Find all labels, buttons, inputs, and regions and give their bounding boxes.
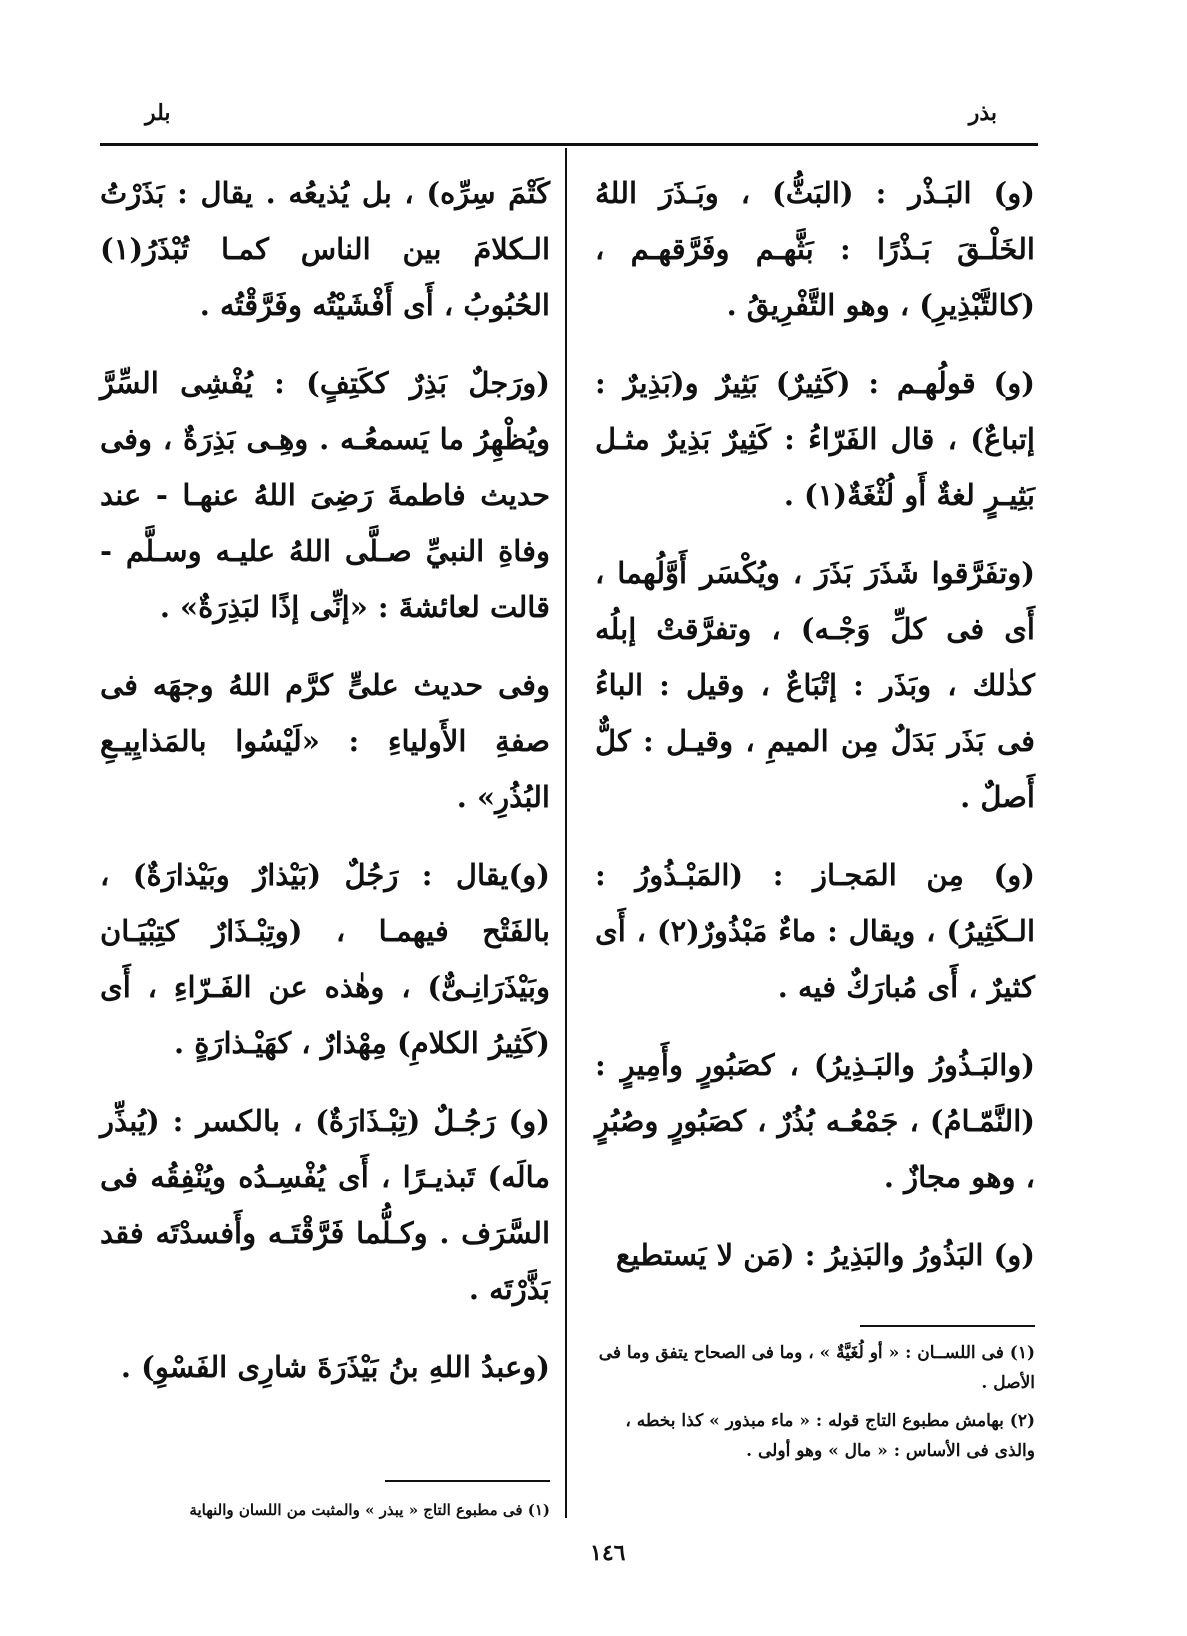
entry-paragraph: كَتْمَ سِرِّه) ، بل يُذيعُه . يقال : بَذَرْتُ الـكلامَ بين الناس كمـا تُبْذَرُ(١) الحُبُوبُ ، أَى أَفْشَيْتُه وفَرَّقْتُه . bbox=[100, 176, 550, 322]
entry-paragraph: (و) البَـذْر : (البَثُّ) ، وبَـذَرَ اللهُ الخَلْـقَ بَـذْرًا : بَثَّهـم وفَرَّقهـم ، (كالتَّبْذِيرِ) ، وهو التَّفْرِيقُ . bbox=[595, 176, 1035, 322]
footnote: (١) فى اللســان : « أو لُغَيَّةٌ » ، وما فى الصحاح يتفق وما فى الأصل . bbox=[598, 1343, 1035, 1393]
entry-paragraph: (وتفَرَّقوا شَذَرَ بَذَرَ ، ويُكْسَر أَوَّلُهما ، أَى فى كلِّ وَجْـه) ، وتفرَّقتْ إبلُه كذٰلك ، وبَذَر : إتْبَاعٌ ، وقيل : الباءُ فى بَذَر بَدَلٌ مِن الميمِ ، وقيـل : كلٌّ أَصلٌ . bbox=[595, 556, 1035, 814]
entry-paragraph: (و) رَجُـلٌ (تِبْـذَارَةٌ) ، بالكسر : (يُبذِّر مالَه) تَبذيـرًا ، أَى يُفْسِـدُه ويُنْفِقُه فى السَّرَف . وكـلُّما فَرَّقْتَـه وأَفسدْتَه فقد بَذَّرْتَه . bbox=[100, 1104, 550, 1306]
footnote: (٢) بهامش مطبوع التاج قوله : « ماء مبذور » كذا بخطه ، والذى فى الأساس : « مال » وهو أولى . bbox=[625, 1411, 1035, 1461]
entry-paragraph: (والبَـذُورُ والبَـذِيرُ) ، كصَبُورٍ وأَمِيرٍ : (النَّمّـامُ) ، جَمْعُـه بُذُرٌ ، كصَبُورٍ وصُبُرٍ ، وهو مجازٌ . bbox=[595, 1048, 1035, 1194]
entry-paragraph: وفى حديث علىٍّ كرَّم اللهُ وجهَه فى صفةِ الأَولياءِ : «لَيْسُوا بالمَذايِيـعِ البُذُرِ» . bbox=[100, 668, 550, 814]
footnote-rule-left bbox=[385, 1480, 550, 1482]
entry-paragraph: (و) البَذُورُ والبَذِيرُ : (مَن لا يَستطيع bbox=[615, 1238, 1035, 1272]
running-header-left: بلر bbox=[145, 100, 171, 126]
entry-paragraph: (ورَجلٌ بَذِرٌ ككَتِفٍ) : يُفْشِى السِّرَّ ويُظْهِرُ ما يَسمعُـه . وهِـى بَذِرَةٌ ، وفى حديث فاطمةَ رَضِىَ اللهُ عنهـا - عند وفاةِ النبيِّ صـلَّى اللهُ عليـه وسـلَّم - قالت لعائشةَ : «إنِّى إذًا لبَذِرَةٌ» . bbox=[100, 366, 550, 624]
footnotes-right bbox=[590, 1338, 1035, 1474]
header-rule bbox=[100, 143, 1038, 146]
running-header-right: بذر bbox=[968, 100, 997, 126]
column-divider bbox=[565, 148, 567, 1518]
page-number: ١٤٦ bbox=[590, 1540, 626, 1566]
footnote: (١) فى مطبوع التاج « يبذر » والمثبت من اللسان والنهاية bbox=[189, 1501, 550, 1519]
entry-paragraph: (و) قولُهـم : (كَثِيرٌ) بَثِيرٌ و(بَذِيرٌ : إتباعٌ) ، قال الفَرّاءُ : كَثِيرٌ بَذِيرٌ مثـل بَثِيـرٍ لغةٌ أَو لُثْغَةٌ(١) . bbox=[595, 366, 1035, 512]
entry-paragraph: (و)يقال : رَجُلٌ (بَيْذارٌ وبَيْذارَةٌ) ، بالفَتْح فيهمـا ، (وتِبْـذَارٌ كتِبْيَـان وبَيْذَرَانِـىٌّ) ، وهٰذه عن الفَـرّاءِ ، أَى (كَثِيرُ الكلامِ) مِهْذارٌ ، كهَيْـذارَةٍ . bbox=[100, 858, 550, 1060]
right-column bbox=[595, 165, 1035, 1305]
entry-paragraph: (و) مِن المَجـاز : (المَبْـذُورُ : الـكَثِيرُ) ، ويقال : ماءٌ مَبْذُورٌ(٢) ، أَى كثيرٌ ، أَى مُبارَكٌ فيه . bbox=[595, 858, 1036, 1004]
left-column bbox=[100, 165, 550, 1417]
footnote-rule-right bbox=[860, 1325, 1035, 1327]
footnotes-left bbox=[100, 1495, 550, 1533]
entry-paragraph: (وعبدُ اللهِ بنُ بَيْذَرَةَ شارِى الفَسْوِ) . bbox=[120, 1350, 550, 1384]
